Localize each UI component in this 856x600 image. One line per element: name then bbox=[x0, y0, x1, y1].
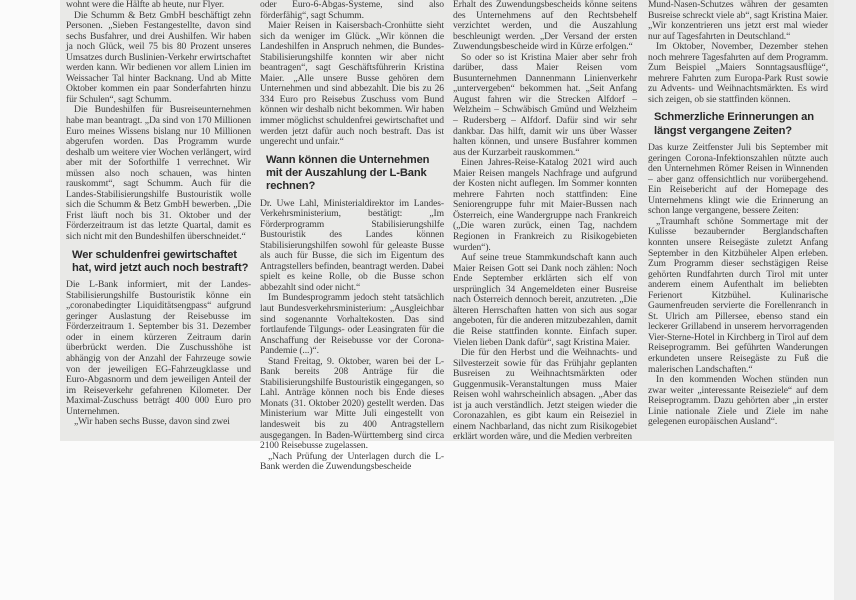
paragraph: Das kurze Zeitfenster Juli bis September mit geringen Corona-Infektionszahlen nützte auch den Unternehmen Römer Reisen in Winnenden – aber ganz offensichtlich nur vorübergehend. Ein Reisebericht auf der Homepage des Unternehmens klingt wie die Erinnerung an schon lange vergangene, bessere Zeiten: bbox=[648, 142, 828, 217]
paragraph: Einen Jahres-Reise-Katalog 2021 wird auch Maier Reisen mangels Nachfrage und aufgrund der Kosten nicht auflegen. Im Sommer konnten mehrere Fahrten noch stattfinden: Eine Seniorengruppe fuhr mit Maier-Bussen nach Österreich, eine Wandergruppe nach Frankreich („Die waren zurück, einen Tag, nachdem Regionen in Frankreich zu Risikogebieten wurden“). bbox=[453, 157, 637, 253]
paragraph: Die Schumm & Betz GmbH beschäftigt zehn Personen. „Sieben Festangestellte, davon sind sechs Busfahrer, und drei Aushilfen. Wir haben ja noch Glück, weil 75 bis 80 Prozent unseres Umsatzes durch Buslinien-Verkehr erwirtschaftet werden kann. Wir bedienen vor allem Linien im Weissacher Tal hinter Backnang. Und ab Mitte Oktober kommen ein paar Sonderfahrten hinzu für Schulen“, sagt Schumm. bbox=[66, 9, 251, 105]
paragraph: Stand Freitag, 9. Oktober, waren bei der L-Bank bereits 208 Anträge für die Stabilisierungshilfe Bustouristik eingegangen, so Lahl. Anträge können noch bis Ende dieses Monats (31. Oktober 2020) gestellt werden. Das Ministerium war Mitte Juli eingestellt von landesweit bis zu 400 Antragstellern ausgegangen. In Baden-Württemberg sind circa 2100 Reisebusse zugelassen. bbox=[260, 355, 444, 452]
paragraph: Im Oktober, November, Dezember stehen noch mehrere Tagesfahrten auf dem Programm. Zum Beispiel „Maiers Sonntagsausflüge“, mehrere Fahrten zum Europa-Park Rust sowie zu Advents- und Weihnachtsmärkten. Es wird sich zeigen, ob sie stattfinden können. bbox=[648, 41, 828, 105]
paragraph: Dr. Uwe Lahl, Ministerialdirektor im Landes-Verkehrsministerium, bestätigt: „Im Förderprogramm Stabilisierungshilfe Bustouristik des Landes können Stabilisierungshilfen sowohl für geleaste Busse als auch für Busse, die sich im Eigentum des Antragstellers befinden, beantragt werden. Dabei spielt es keine Rolle, ob die Busse schon abbezahlt sind oder nicht.“ bbox=[260, 197, 444, 293]
paragraph: Maier Reisen in Kaisersbach-Cronhütte sieht sich da weniger im Glück. „Wir können die Landeshilfen in Anspruch nehmen, die Bundes-Stabilisierungshilfe konnten wir aber nicht beantragen“, sagt Geschäftsführerin Kristina Maier. „Alle unsere Busse gehören dem Unternehmen und sind abbezahlt. Die bis zu 26 334 Euro pro Reisebus Zuschuss vom Bund können wir deshalb nicht bekommen. Wir haben immer möglichst schuldenfrei gewirtschaftet und werden jetzt dafür auch noch bestraft. Das ist ungerecht und unfair.“ bbox=[260, 20, 444, 148]
subheading: Wer schuldenfrei gewirtschaftet hat, wird jetzt auch noch bestraft? bbox=[72, 248, 249, 274]
paragraph: wohnt were die Hälfte ab heute, nur Flyer. bbox=[66, 0, 225, 10]
paragraph: In den kommenden Wochen stünden nun zwar weiter „interessante Reiseziele“ auf dem Reiseprogramm. Dazu gehörten aber „in erster Linie nationale Ziele und Ziele im nahe gelegenen europäischen Ausland“. bbox=[648, 374, 828, 428]
subheading: Schmerzliche Erinnerungen an längst vergangene Zeiten? bbox=[654, 111, 814, 137]
newspaper-page bbox=[60, 0, 834, 473]
paragraph: „Nach Prüfung der Unterlagen durch die L-Bank werden die Zuwendungsbescheide bbox=[260, 450, 444, 473]
paragraph: Auf seine treue Stammkundschaft kann auch Maier Reisen Gott sei Dank noch zählen: Noch Ende September erklärten sich elf von ursprünglich 34 Angemeldeten einer Busreise nach Österreich dennoch bereit, anzutreten. „Die älteren Herrschaften hatten von sich aus sogar angeboten, für die anderen mitzubezahlen, damit die Reise stattfinden konnte. Einfach super. Vielen lieben Dank dafür“, sagt Kristina Maier. bbox=[453, 252, 637, 348]
paragraph: Im Bundesprogramm jedoch steht tatsächlich laut Bundesverkehrsministerium: „Ausgleichbar sind sogenannte Vorhaltekosten. Das sind fortlaufende Tilgungs- oder Leasingraten für die Anschaffung der Reisebusse vor der Corona-Pandemie (...)“. bbox=[260, 292, 444, 357]
page-edge-shadow bbox=[834, 0, 856, 600]
paragraph: Erhalt des Zuwendungsbescheids könne seitens des Unternehmens auf den Rechtsbehelf verzichtet werden, und die Auszahlung beschleunigt werden. „Der Versand der ersten Zuwendungsbescheide wird in Kürze erfolgen.“ bbox=[453, 0, 637, 53]
paragraph: Die Bundeshilfen für Busreiseunternehmen habe man beantragt. „Da sind von 170 Millionen Euro meines Wissens bislang nur 10 Millionen abgerufen worden. Das Programm wurde deshalb um weitere vier Wochen verlängert, wird aber mit der Soforthilfe 1 verrechnet. Wir müssen also noch schauen, was hinten rauskommt“, sagt Schumm. Auch für die Landes-Stabilisierungshilfe Bustouristik wolle sich die Schumm & Betz GmbH bewerben. „Die Frist läuft noch bis 31. Oktober und der Förderzeitraum ist das letzte Quartal, damit es sich nicht mit den Bundeshilfen überschneidet.“ bbox=[66, 104, 251, 243]
paragraph: Die L-Bank informiert, mit der Landes-Stabilisierungshilfe Bustouristik könne ein „coronabedingter Liquiditätsengpass“ aufgrund geringer Auslastung der Reisebusse im Förderzeitraum 1. September bis 31. Dezember oder in einem kürzeren Zeitraum darin überbrückt werden. Die Zuschusshöhe ist abhängig von der Anzahl der Fahrzeuge sowie von der jeweiligen EG-Fahrzeugklasse und Euro-Abgasnorm und dem jeweiligen Anteil der im Reiseverkehr gefahrenen Kilometer. Der Maximal-Zuschuss beträgt 400 000 Euro pro Unternehmen. bbox=[66, 279, 251, 417]
paragraph: oder Euro-6-Abgas-Systeme, sind also förderfähig“, sagt Schumm. bbox=[260, 0, 444, 21]
paragraph: „Wir haben sechs Busse, davon sind zwei bbox=[74, 416, 230, 428]
article-column-3 bbox=[453, 0, 637, 441]
article-column-4 bbox=[648, 0, 828, 441]
paragraph: So oder so ist Kristina Maier aber sehr froh darüber, dass Maier Reisen vom Busunternehmen Dannenmann Linienverkehr „untervergeben“ bekommen hat. „Seit Anfang August fahren wir die Strecken Alfdorf – Welzheim – Schwäbisch Gmünd und Welzheim – Rudersberg – Alfdorf. Dafür sind wir sehr dankbar. Das hilft, damit wir uns über Wasser halten können, und unsere Busfahrer kommen aus der Kurzarbeit rauskommen.“ bbox=[453, 51, 637, 158]
paragraph: Mund-Nasen-Schutzes währen der gesamten Busreise schreckt viele ab“, sagt Kristina Maier. „Wir konzentrieren uns jetzt erst mal wieder nur auf Tagesfahrten in Deutschland.“ bbox=[648, 0, 828, 42]
article-column-2 bbox=[260, 0, 444, 473]
subheading: Wann können die Unternehmen mit der Auszahlung der L-Bank rechnen? bbox=[266, 153, 430, 193]
article-column-1 bbox=[66, 0, 251, 441]
show-through-print bbox=[300, 500, 820, 540]
paragraph: „Traumhaft schöne Sommertage mit der Kulisse bezaubernder Berglandschaften konnten unsere Reisegäste zuletzt Anfang September in den Kitzbüheler Alpen erleben. Zum Programm dieser sechstägigen Reise gehörten Rundfahrten durch Tirol mit unter anderem einem Aufenthalt im beliebten Ferienort Kitzbühel. Kulinarische Gaumenfreuden servierte die Forellenranch in St. Ulrich am Pillersee, ebenso stand ein leckerer Grillabend in unserem hervorragenden Vier-Sterne-Hotel in Kirchberg in Tirol auf dem Reiseprogramm. Bei geführten Wanderungen erkundeten unsere Reisegäste zu Fuß die malerischen Landschaften.“ bbox=[648, 215, 828, 375]
paragraph: Die für den Herbst und die Weihnachts- und Silvesterzeit sowie für das Frühjahr geplanten Busreisen zu Weihnachtsmärkten oder Guggenmusik-Veranstaltungen muss Maier Reisen wohl wahrscheinlich absagen. „Aber das ist ja auch verständlich. Jetzt steigen wieder die Coronazahlen, es gibt kaum ein Reiseziel in einem Nachbarland, das nicht zum Risikogebiet erklärt worden wäre, und die Medien verbreiten bbox=[453, 347, 637, 443]
